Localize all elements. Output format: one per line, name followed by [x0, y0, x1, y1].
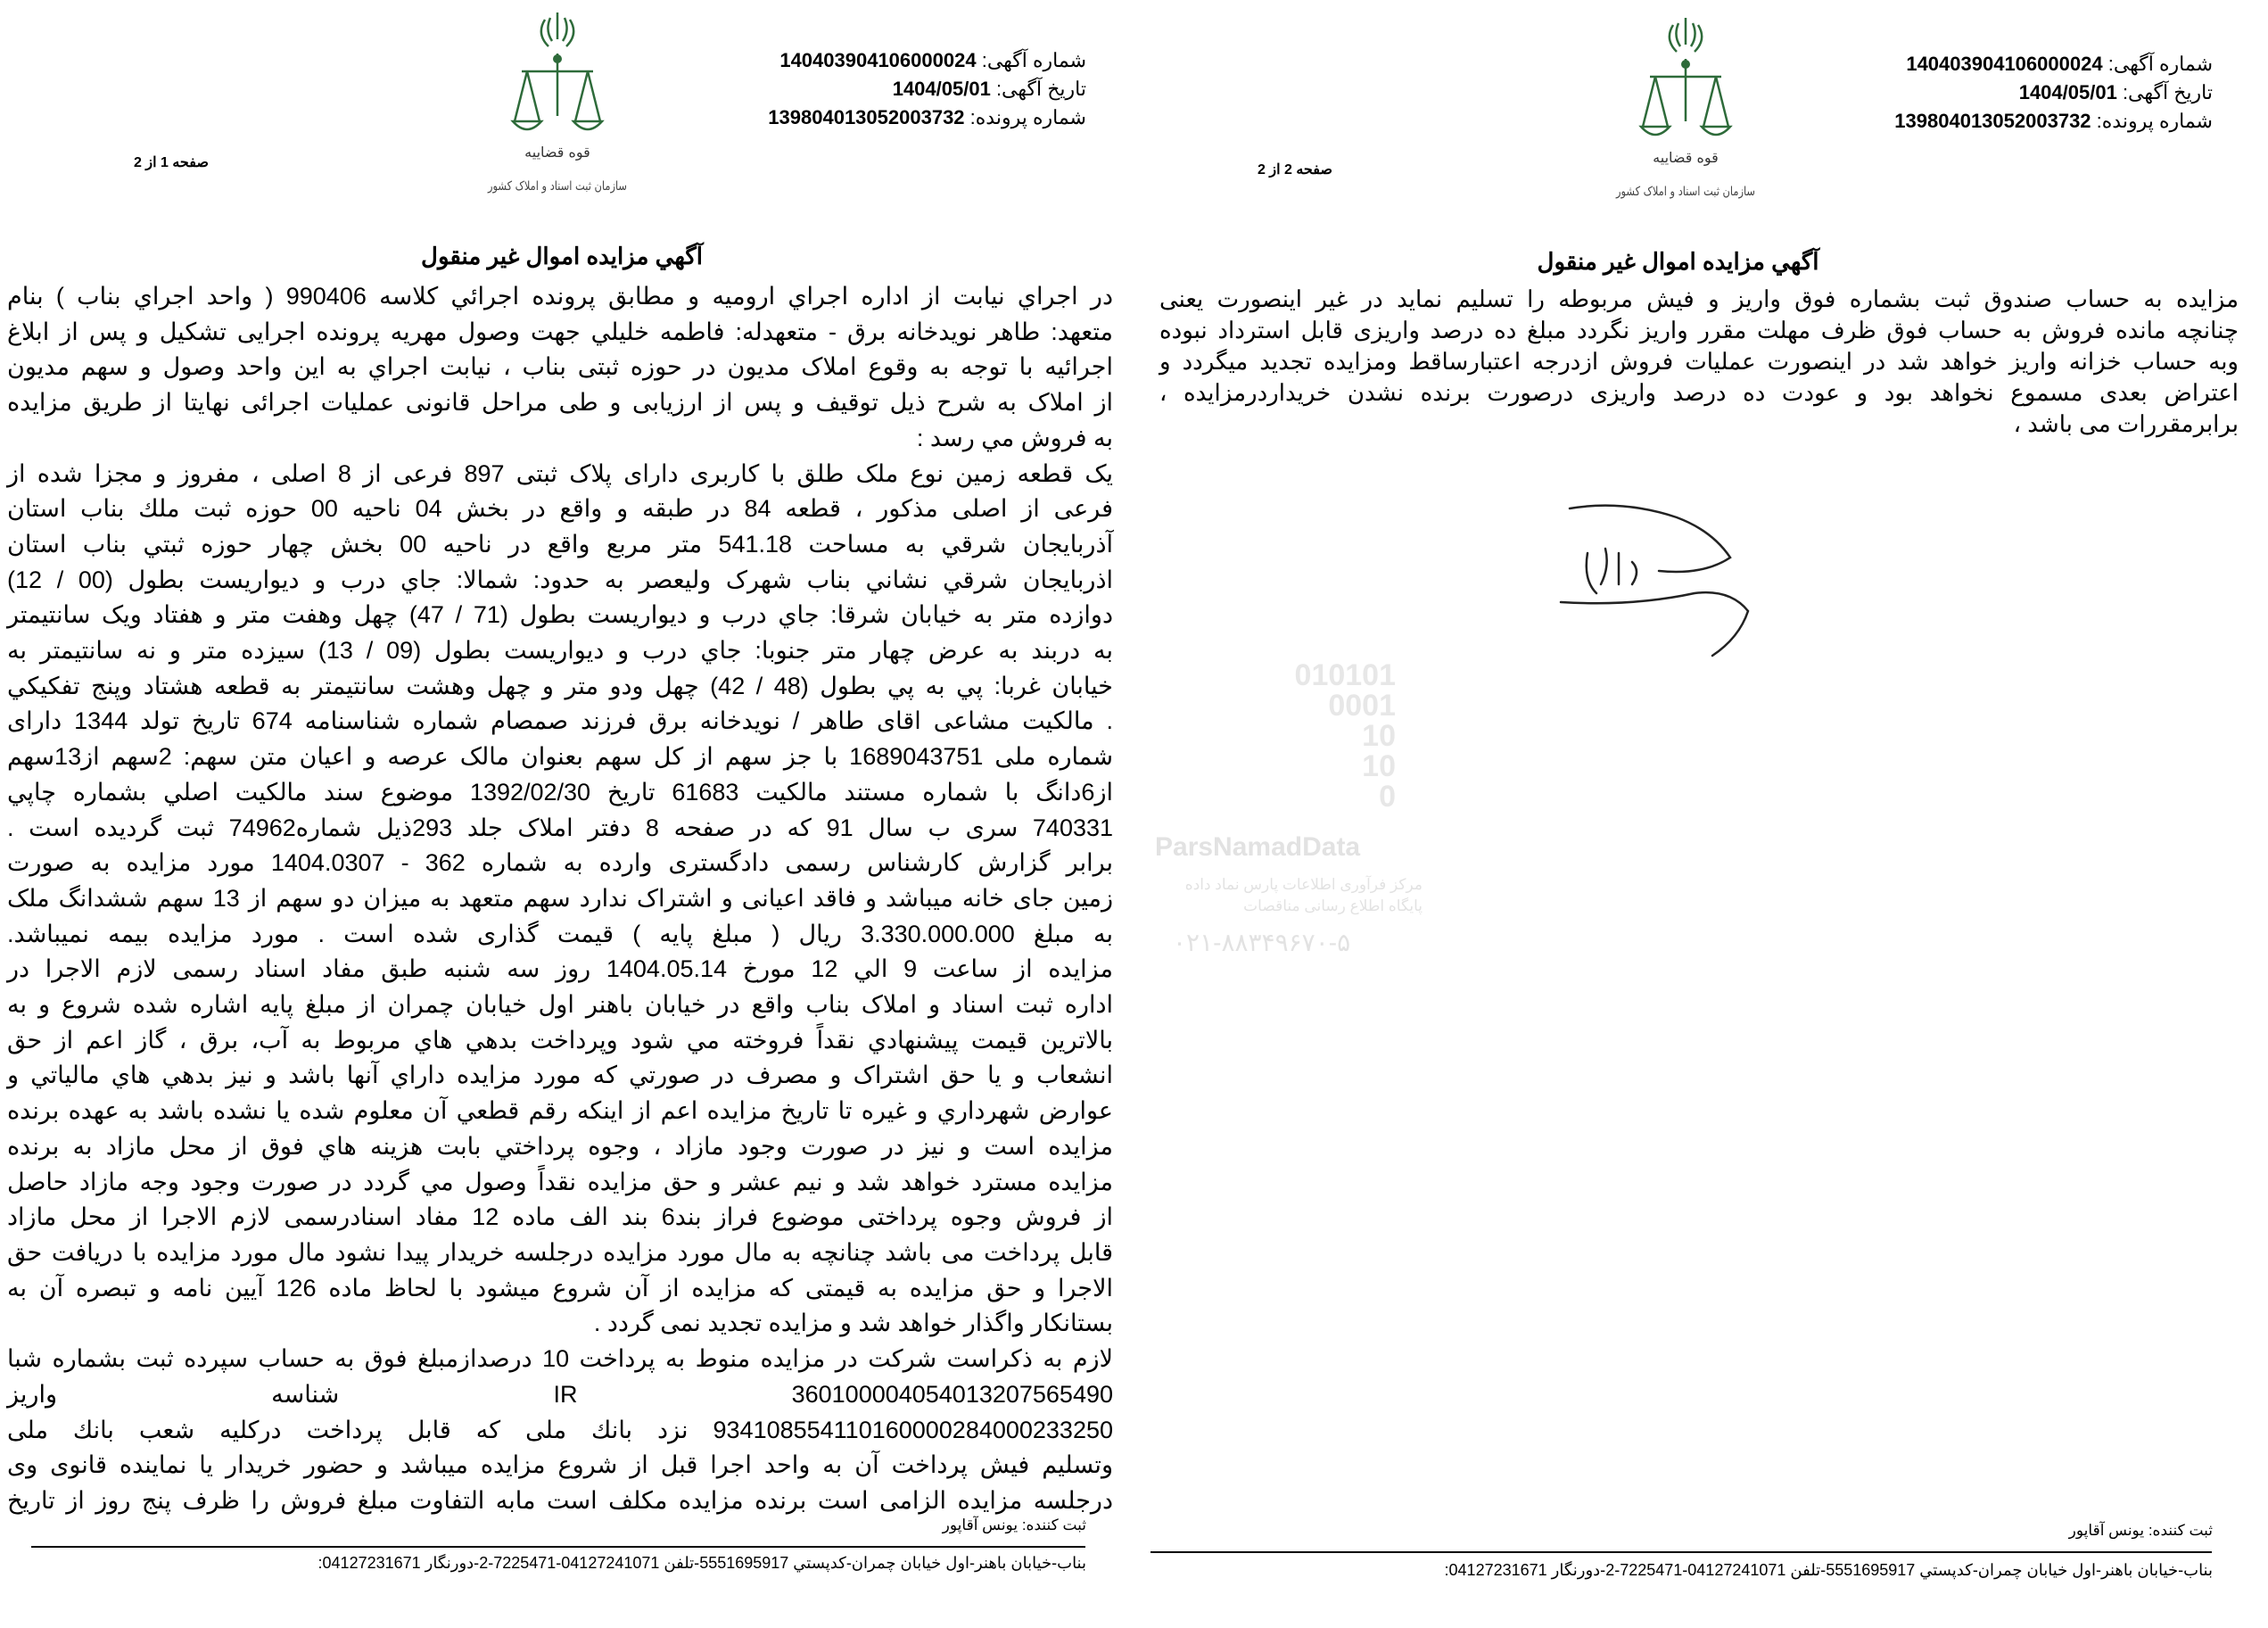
signer-label: ثبت کننده:	[1021, 1516, 1086, 1533]
header-info	[1894, 50, 2213, 136]
text-line: چنانچه مانده فروش به حساب فوق ظرف مهلت مقرر واريز نگردد مبلغ ده درصد واريزی قابل استرداد نبوده	[1159, 317, 2239, 343]
text-line: مزايده از ساعت 9 الي 12 مورخ 1404.05.14 روز سه شنبه طبق مفاد اسناد رسمی لازم الاجرا در	[7, 955, 1113, 983]
text-line: مزايده است و نيز در صورت وجود مازاد ، وجوه پرداختي بابت هزينه هاي فوق از محل مازاد به برنده	[7, 1132, 1113, 1160]
header-info	[768, 46, 1086, 132]
judiciary-logo-icon	[486, 7, 629, 203]
text-line: اداره ثبت اسناد و املاک بناب واقع در خيابان باهنر اول خيابان چمران از مبلغ پايه اشاره شده شروع و به	[7, 991, 1113, 1019]
ad-number-label: شماره آگهی:	[2107, 53, 2213, 75]
svg-text:قوه قضاییه: قوه قضاییه	[1653, 149, 1719, 166]
ad-number-row	[1894, 50, 2213, 79]
text-line: مزايده به حساب صندوق ثبت بشماره فوق واريز و فيش مربوطه را تسليم نمايد در غير اينصورت يعنی	[1159, 285, 2239, 312]
ad-number-row	[768, 46, 1086, 75]
svg-text:قوه قضاییه: قوه قضاییه	[524, 144, 590, 161]
watermark-subtitle	[1137, 874, 1423, 917]
text-line: 934108554110160000284000233250 نزد بانك ملی كه قابل پرداخت دركليه شعب بانك ملی	[7, 1416, 1113, 1443]
text-line: از فروش وجوه پرداختی موضوع فراز بند6 بند الف ماده 12 مفاد اسنادرسمی لازم الاجرا از محل مازاد	[7, 1203, 1114, 1231]
file-number-row	[768, 103, 1086, 132]
text-line: بستانكار واگذار خواهد شد و مزايده تجديد نمی گردد .	[593, 1310, 1113, 1337]
watermark-binary-line: 0	[1379, 780, 1396, 814]
text-line: دوازده متر به خيابان شرقا: جاي درب و ديواريست بطول (71 / 47) چهل وهفت متر و هفتاد ويک سانتيمتر	[7, 601, 1113, 629]
text-line: 740331 سری ب سال 91 که در صفحه 8 دفتر املاک جلد 293ذيل شماره74962 ثبت گرديده است .	[7, 814, 1114, 841]
watermark-binary-line: 010101	[1294, 658, 1396, 692]
watermark-subtitle-line: پایگاه اطلاع رسانی مناقصات	[1243, 897, 1423, 914]
text-line: از املاک به شرح ذيل توقيف و پس از ارزيابی و طی مراحل قانونی عمليات اجرائی نهايتا از طريق مزايده	[7, 389, 1113, 417]
text-line: اجرائيه با توجه به وقوع املاک مديون در حوزه ثبتی بناب ، نيابت اجراي به اين واحد وصول و سهم مديون	[7, 353, 1113, 381]
document-body	[7, 279, 1113, 1519]
text-line: برابرمقررات می باشد ،	[2013, 410, 2239, 437]
text-line: آذربايجان شرقي به مساحت 541.18 متر مربع واقع در ناحيه 00 بخش چهار حوزه ثبتي بناب استان	[7, 530, 1113, 558]
document-page-1	[0, 0, 1124, 1628]
text-line: انشعاب و يا حق اشتراک و مصرف در صورتي که مورد مزايده داراي آنها باشد و نيز بدهي هاي مالياتي و	[7, 1062, 1113, 1089]
signer	[2069, 1522, 2213, 1540]
document-title: آگهي مزايده اموال غير منقول	[1537, 248, 1819, 275]
text-line: به فروش مي رسد :	[916, 424, 1113, 451]
text-line: . مالکيت مشاعی اقای طاهر / نويدخانه برق فرزند صمصام شماره شناسنامه 674 تاريخ تولد 1344 دارای	[7, 707, 1114, 735]
text-line: زمين جای خانه ميباشد و فاقد اعيانی و اشتراک ندارد سهم متعهد به ميزان دو سهم از 13 سهم ششدانگ ملک	[7, 884, 1113, 912]
signer-label: ثبت کننده:	[2148, 1522, 2213, 1539]
text-line: از6دانگ با شماره مستند مالكيت 61683 تاريخ 1392/02/30 موضوع سند مالكيت اصلي بشماره چاپي	[7, 778, 1113, 806]
text-line: قابل پرداخت می باشد چنانچه به مال مورد مزايده درجلسه خريدار پيدا نشود مال مورد مزايده با دريافت حق	[7, 1238, 1113, 1266]
text-line: در اجراي نيابت از اداره اجراي اروميه و مطابق پرونده اجرائي كلاسه 990406 ( واحد اجراي بناب ) بنام	[7, 283, 1113, 310]
file-number-label: شماره پرونده:	[2096, 110, 2213, 132]
text-line: فرعی از اصلی مذکور ، قطعه 84 در طبقه و واقع در بخش 04 ناحيه 00 حوزه ثبت ملك بناب استان	[7, 495, 1113, 523]
text-line: خيابان غربا: پي به پي بطول (48 / 42) چهل ودو متر و چهل وهشت سانتيمتر به قطعه هشتاد وپنج تفکيکي	[7, 672, 1113, 699]
file-number-label: شماره پرونده:	[969, 106, 1086, 128]
text-line: وبه حساب خزانه واريز خواهد شد در اينصورت عمليات فروش ازدرجه اعتبارساقط ومزايده تجديد ميگردد و	[1159, 348, 2239, 375]
text-line: IR 360100004054013207565490 شناسه واريز	[7, 1380, 1113, 1408]
text-line: متعهد: طاهر نويدخانه برق - متعهدله: فاطمه خليلي جهت وصول مهريه پرونده اجرايی تشکيل و پس از ابلاغ	[7, 318, 1113, 345]
ad-date-row	[1894, 79, 2213, 107]
judiciary-logo-icon	[1614, 12, 1757, 209]
svg-text:سازمان ثبت اسناد و املاک کشور: سازمان ثبت اسناد و املاک کشور	[1615, 185, 1755, 199]
page-number: صفحه 1 از 2	[134, 155, 209, 170]
watermark-subtitle-line: مرکز فرآوری اطلاعات پارس نماد داده	[1184, 876, 1423, 893]
text-line: شماره ملی 1689043751 با جز سهم از کل سهم بعنوان مالک عرصه و اعيان متن سهم: 2سهم از13سهم	[7, 743, 1113, 771]
signer-name: یونس آقاپور	[942, 1516, 1019, 1533]
ad-number: 140403904106000024	[1906, 53, 2103, 75]
page-number: صفحه 2 از 2	[1258, 162, 1332, 178]
text-line: عوارض شهرداري و غيره تا تاريخ مزايده اعم از اينکه رقم قطعي آن معلوم شده يا نشده باشد به عهده برنده	[7, 1097, 1113, 1125]
ad-number: 140403904106000024	[779, 49, 977, 71]
ad-date: 1404/05/01	[2018, 81, 2117, 103]
signer-name: یونس آقاپور	[2068, 1522, 2145, 1539]
file-number-row	[1894, 107, 2213, 136]
watermark-phone: ۰۲۱-۸۸۳۴۹۶۷۰-۵	[1173, 929, 1351, 956]
text-line: يک قطعه زمين نوع ملک طلق با کاربری دارای پلاک ثبتی 897 فرعی از 8 اصلی ، مفروز و مجزا شده از	[7, 459, 1113, 487]
text-line: درجلسه مزايده الزامی است برنده مزايده مكلف است مابه التفاوت مبلغ فروش را ظرف پنج روز از تاريخ	[7, 1486, 1113, 1514]
text-line: به مبلغ 3.330.000.000 ريال ( مبلغ پايه ) قيمت گذاری شده است . مورد مزايده بيمه نميباشد.	[7, 920, 1113, 947]
svg-text:سازمان ثبت اسناد و املاک کشور: سازمان ثبت اسناد و املاک کشور	[487, 179, 627, 194]
text-line: برابر گزارش کارشناس رسمی دادگستری وارده به شماره 362 - 1404.0307 مورد مزايده به صورت	[7, 849, 1113, 877]
watermark-binary-line: 10	[1362, 749, 1396, 783]
text-line: وتسليم فيش پرداخت آن به واحد اجرا قبل از شروع مزايده ميباشد و حضور خريدار يا نماينده قانوی وی	[7, 1451, 1113, 1479]
ad-date: 1404/05/01	[892, 78, 991, 100]
signature-icon	[1552, 500, 1766, 660]
watermark-binary-line: 10	[1362, 719, 1396, 753]
ad-date-label: تاریخ آگهی:	[2122, 81, 2213, 103]
file-number: 139804013052003732	[768, 106, 965, 128]
watermark	[1137, 660, 1423, 981]
text-line: الاجرا و حق مزايده به قيمتی که مزايده از آن شروع ميشود با لحاظ ماده 126 آيين نامه و تبصره آن به	[7, 1274, 1113, 1302]
text-line: اعتراض بعدی مسموع نخواهد بود و عودت ده درصد واريزی درصورت برنده نشدن خريداردرمزايده ،	[1159, 379, 2239, 406]
ad-number-label: شماره آگهی:	[981, 49, 1086, 71]
footer-divider	[1150, 1551, 2212, 1553]
text-line: بالاترين قيمت پيشنهادي نقداً فروخته مي شود وپرداخت بدهي هاي مربوط به آب، برق ، گاز اعم از حق	[7, 1026, 1113, 1054]
document-title: آگهي مزايده اموال غير منقول	[421, 243, 703, 269]
signer	[943, 1516, 1086, 1534]
watermark-binary-line: 0001	[1328, 689, 1396, 723]
watermark-brand: ParsNamadData	[1155, 832, 1361, 862]
footer-address: بناب-خيابان باهنر-اول خيابان چمران-كدپستي 5551695917-تلفن 04127241071-7225471-2-دورنگار 04127231671:	[1444, 1561, 2213, 1579]
footer-divider	[31, 1546, 1085, 1548]
ad-date-label: تاریخ آگهی:	[995, 78, 1086, 100]
document-body	[1159, 284, 2239, 440]
file-number: 139804013052003732	[1894, 110, 2091, 132]
ad-date-row	[768, 75, 1086, 103]
footer-address: بناب-خيابان باهنر-اول خيابان چمران-كدپستي 5551695917-تلفن 04127241071-7225471-2-دورنگار 04127231671:	[318, 1554, 1086, 1572]
text-line: به دربند به عرض چهار متر جنوبا: جاي درب و ديواريست بطول (09 / 13) سيزده متر و نه سانتيمتر به	[7, 637, 1113, 665]
watermark-binary	[1295, 660, 1396, 812]
text-line: لازم به ذكراست شركت در مزايده منوط به پرداخت 10 درصدازمبلغ فوق به حساب سپرده ثبت بشماره شبا	[7, 1345, 1113, 1373]
text-line: اذربايجان شرقي نشاني بناب شهرک وليعصر به حدود: شمالا: جاي درب و ديواريست بطول (00 / 12)	[7, 566, 1113, 593]
text-line: مزايده مسترد خواهد شد و نيم عشر و حق مزايده نقداً وصول مي گردد در صورت وجود وجه مازاد حاصل	[7, 1168, 1113, 1195]
